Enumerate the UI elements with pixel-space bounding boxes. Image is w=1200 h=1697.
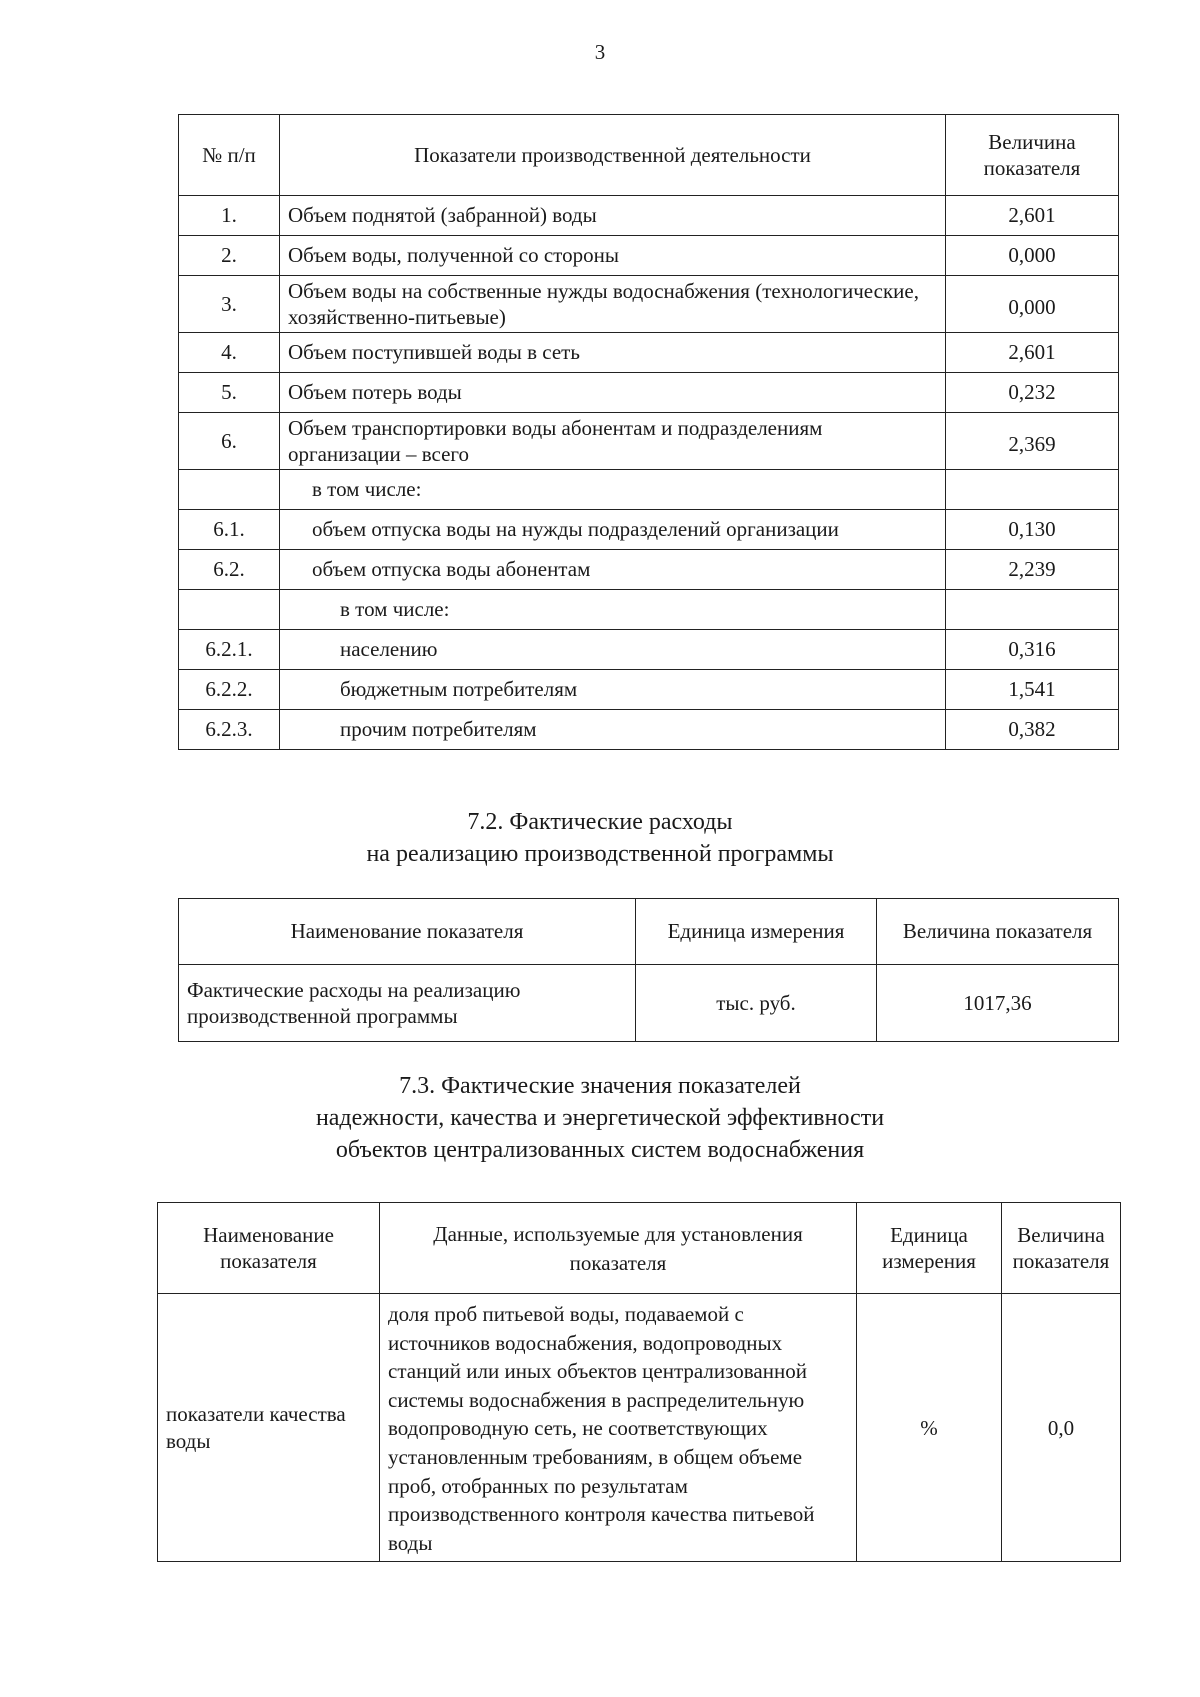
row-unit: тыс. руб. — [636, 965, 877, 1042]
row-value — [946, 590, 1119, 630]
expenses-table — [178, 898, 1119, 1042]
row-value: 0,130 — [946, 510, 1119, 550]
table-row — [179, 333, 1119, 373]
section-heading-line: надежности, качества и энергетической эффективности — [315, 1105, 885, 1131]
section-7-3-heading — [0, 1070, 1200, 1166]
section-heading-line: 7.2. Фактические расходы — [467, 809, 733, 835]
row-number: 6.2. — [179, 550, 280, 590]
row-number: 2. — [179, 236, 280, 276]
header-value: Величина показателя — [877, 899, 1119, 965]
row-value: 2,239 — [946, 550, 1119, 590]
table-row — [179, 590, 1119, 630]
row-indicator: прочим потребителям — [280, 710, 946, 750]
section-heading-line: на реализацию производственной программы — [366, 841, 834, 867]
row-unit: % — [857, 1294, 1002, 1562]
row-number: 6.1. — [179, 510, 280, 550]
row-indicator: в том числе: — [280, 590, 946, 630]
table-row — [179, 550, 1119, 590]
row-indicator: Объем воды на собственные нужды водоснабжения (технологические, хозяйственно-питьевые) — [280, 276, 946, 333]
header-name: Наименование показателя — [158, 1203, 380, 1294]
row-number: 3. — [179, 276, 280, 333]
row-indicator: Объем поднятой (забранной) воды — [280, 196, 946, 236]
row-number: 6. — [179, 413, 280, 470]
row-value: 2,601 — [946, 333, 1119, 373]
header-value: Величина показателя — [1002, 1203, 1121, 1294]
header-name: Наименование показателя — [179, 899, 636, 965]
row-number — [179, 590, 280, 630]
row-indicator: Объем транспортировки воды абонентам и подразделениям организации – всего — [280, 413, 946, 470]
row-number: 4. — [179, 333, 280, 373]
row-indicator: в том числе: — [280, 470, 946, 510]
page-number: 3 — [594, 40, 606, 64]
table-row — [179, 965, 1119, 1042]
header-unit: Единица измерения — [857, 1203, 1002, 1294]
row-value: 1017,36 — [877, 965, 1119, 1042]
row-value — [946, 470, 1119, 510]
row-indicator: бюджетным потребителям — [280, 670, 946, 710]
section-7-2-heading — [0, 806, 1200, 870]
row-indicator: объем отпуска воды на нужды подразделений организации — [280, 510, 946, 550]
row-value: 0,000 — [946, 276, 1119, 333]
row-number: 6.2.1. — [179, 630, 280, 670]
table-row — [179, 196, 1119, 236]
row-value: 1,541 — [946, 670, 1119, 710]
table-header-row — [158, 1203, 1121, 1294]
row-value: 2,369 — [946, 413, 1119, 470]
row-value: 0,000 — [946, 236, 1119, 276]
row-number: 6.2.3. — [179, 710, 280, 750]
table-row — [179, 630, 1119, 670]
row-value: 0,232 — [946, 373, 1119, 413]
reliability-quality-table — [157, 1202, 1121, 1562]
table-row — [179, 670, 1119, 710]
row-value: 0,382 — [946, 710, 1119, 750]
row-data: доля проб питьевой воды, подаваемой с источников водоснабжения, водопроводных станций или иных объектов централизованной системы водоснабжения в распределительную водопроводную сеть, не соответствующих установленным требованиям, в общем объеме проб, отобранных по результатам производственного контроля качества питьевой воды — [380, 1294, 857, 1562]
header-unit: Единица измерения — [636, 899, 877, 965]
row-name: показатели качества воды — [158, 1294, 380, 1562]
table-row — [179, 470, 1119, 510]
header-number: № п/п — [179, 115, 280, 196]
table-row — [179, 236, 1119, 276]
table-header-row — [179, 899, 1119, 965]
row-name: Фактические расходы на реализацию производственной программы — [179, 965, 636, 1042]
row-value: 0,316 — [946, 630, 1119, 670]
row-number — [179, 470, 280, 510]
row-indicator: населению — [280, 630, 946, 670]
section-heading-line: объектов централизованных систем водоснабжения — [335, 1137, 865, 1163]
section-heading-line: 7.3. Фактические значения показателей — [399, 1073, 801, 1099]
row-indicator: Объем потерь воды — [280, 373, 946, 413]
row-indicator: Объем поступившей воды в сеть — [280, 333, 946, 373]
table-header-row — [179, 115, 1119, 196]
production-indicators-table — [178, 114, 1119, 750]
table-row — [179, 373, 1119, 413]
table-row — [179, 413, 1119, 470]
table-row — [179, 710, 1119, 750]
header-data: Данные, используемые для установления показателя — [380, 1203, 857, 1294]
row-number: 1. — [179, 196, 280, 236]
table-row — [179, 276, 1119, 333]
row-number: 6.2.2. — [179, 670, 280, 710]
header-indicator: Показатели производственной деятельности — [280, 115, 946, 196]
table-row — [158, 1294, 1121, 1562]
row-value: 2,601 — [946, 196, 1119, 236]
header-value: Величина показателя — [946, 115, 1119, 196]
row-value: 0,0 — [1002, 1294, 1121, 1562]
row-indicator: Объем воды, полученной со стороны — [280, 236, 946, 276]
row-indicator: объем отпуска воды абонентам — [280, 550, 946, 590]
table-row — [179, 510, 1119, 550]
row-number: 5. — [179, 373, 280, 413]
